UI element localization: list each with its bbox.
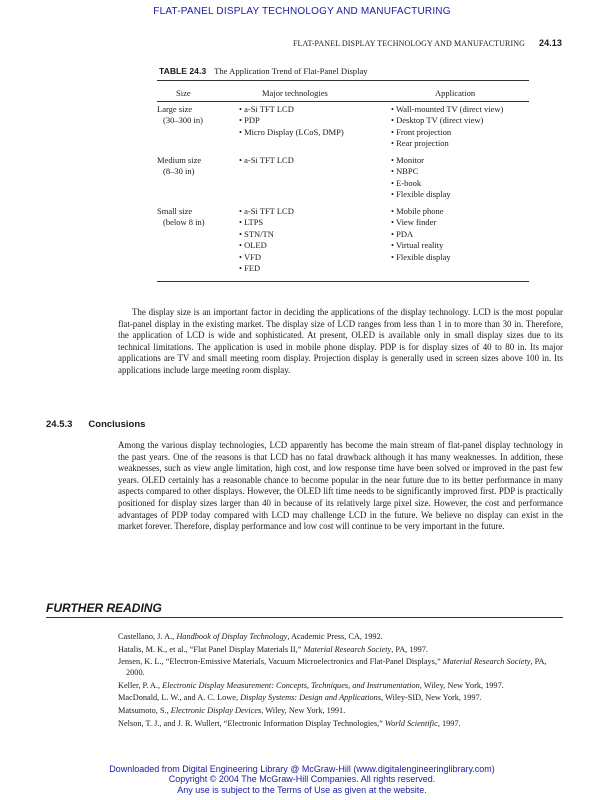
section-title: Conclusions	[88, 419, 146, 430]
table-row-size: Large size (30–300 in)	[157, 104, 203, 126]
table-caption	[159, 66, 368, 76]
table-row-applications: • Mobile phone • View finder • PDA • Virtual reality • Flexible display	[391, 206, 451, 262]
table-header-technologies: Major technologies	[262, 88, 328, 98]
further-reading-rule	[46, 617, 563, 618]
reference-item: Hatalis, M. K., et al., “Flat Panel Display Materials II,” Material Research Society, PA, 1997.	[118, 644, 428, 654]
table-row-applications: • Monitor • NBPC • E-book • Flexible display	[391, 155, 451, 200]
table-header-size: Size	[176, 88, 191, 98]
reference-item: Matsumoto, S., Electronic Display Devices, Wiley, New York, 1991.	[118, 705, 346, 715]
section-heading	[46, 419, 161, 430]
reference-item: Nelson, T. J., and J. R. Wullert, “Electronic Information Display Technologies,” World Scientific, 1997.	[118, 718, 461, 728]
reference-item: Castellano, J. A., Handbook of Display Technology, Academic Press, CA, 1992.	[118, 632, 383, 641]
table-row-size: Medium size (8–30 in)	[157, 155, 202, 177]
footer-download-link[interactable]: Downloaded from Digital Engineering Library @ McGraw-Hill (www.digitalengineeringlibrary.com)	[109, 764, 495, 774]
table-rule-top	[157, 80, 529, 81]
copyright-footer	[0, 764, 604, 795]
table-rule-header	[157, 101, 529, 102]
page-number: 24.13	[538, 38, 562, 48]
running-head	[120, 38, 562, 48]
table-row-technologies: • a-Si TFT LCD • PDP • Micro Display (LCoS, DMP)	[239, 104, 344, 137]
reference-item: MacDonald, L. W., and A. C. Lowe, Display Systems: Design and Applications, Wiley-SID, New York, 1997.	[118, 693, 482, 703]
reference-item: Jensen, K. L., “Electron-Emissive Materials, Vacuum Microelectronics and Flat-Panel Displays,” Material Research Society, PA, 2000.	[118, 657, 547, 678]
reference-item: Keller, P. A., Electronic Display Measurement: Concepts, Techniques, and Instrumentation, Wiley, New York, 1997.	[118, 680, 504, 690]
conclusions-paragraph: Among the various display technologies, LCD apparently has become the main stream of flat-panel display technology in the past years. One of the reasons is that LCD has no fatal drawback although it has many weaknesses. In addition, these weaknesses, such as view angle limitation, high cost, and low response time have been solved or improved in the past few years. OLED certainly has a reasonable chance to become popular in the near future due to its better performance in many aspects compared to other displays. However, the OLED lift time needs to be significantly improved first. PDP is practically positioned for display sizes larger than 40 in because of its relatively large pixel size. However, the cost and performance advantages of PDP today compared with LCD may challenge LCD in the future. We believe no display can exist in the market forever. Therefore, display performance and low cost will continue to be very important in the future.	[118, 440, 563, 532]
footer-copyright: Copyright © 2004 The McGraw-Hill Companies. All rights reserved.	[168, 774, 436, 785]
footer-terms: Any use is subject to the Terms of Use as given at the website.	[177, 784, 427, 795]
download-banner: FLAT-PANEL DISPLAY TECHNOLOGY AND MANUFACTURING	[153, 6, 451, 17]
table-title: The Application Trend of Flat-Panel Display	[214, 66, 368, 76]
table-row-technologies: • a-Si TFT LCD	[239, 155, 294, 165]
table-rule-bottom	[157, 281, 529, 282]
table-row-applications: • Wall-mounted TV (direct view) • Desktop TV (direct view) • Front projection • Rear projection	[391, 104, 504, 149]
section-number: 24.5.3	[46, 419, 73, 430]
running-head-title: FLAT-PANEL DISPLAY TECHNOLOGY AND MANUFACTURING	[292, 39, 525, 48]
reference-list	[118, 631, 563, 730]
further-reading-heading: FURTHER READING	[46, 601, 162, 615]
body-paragraph: The display size is an important factor in deciding the applications of the display technology. LCD is the most popular flat-panel display in the existing market. The display size of LCD ranges from less than 1 in to more than 30 in. Therefore, the application of LCD is wide and sophisticated. At present, OLED is available only in small display sizes due to its technical limitations. The application is used in mobile phone display. PDP is for display sizes of 40 to 80 in. Its major applications are TV and small meeting room display. Projection display is generally used in screen sizes above 100 in. Its applications include large meeting room display.	[118, 307, 563, 375]
table-row-technologies: • a-Si TFT LCD • LTPS • STN/TN • OLED • VFD • FED	[239, 206, 294, 274]
table-number: TABLE 24.3	[159, 66, 207, 76]
table-header-application: Application	[435, 88, 476, 98]
table-row-size: Small size (below 8 in)	[157, 206, 205, 228]
